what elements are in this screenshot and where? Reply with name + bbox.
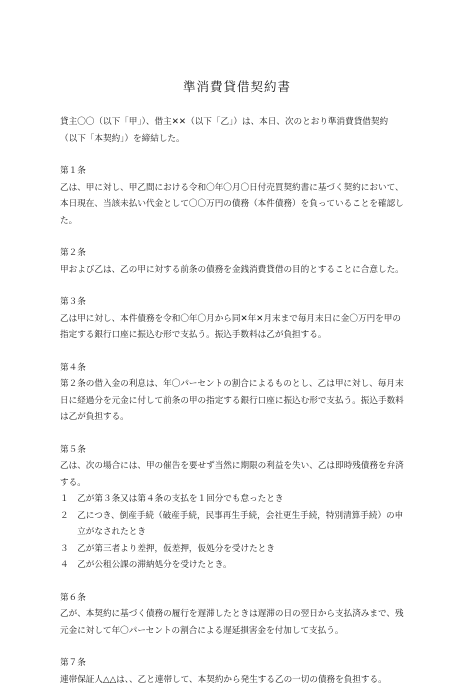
article-line: 元金に対して年〇パーセントの割合による遅延損害金を付加して支払う。: [60, 623, 416, 640]
article-line: 第２条の借入金の利息は、年〇パーセントの割合によるものとし、乙は甲に対し、毎月末: [60, 376, 416, 393]
article-1: [60, 163, 416, 229]
article-heading: 第７条: [60, 655, 416, 672]
article-line: 日に経過分を元金に付して前条の甲の指定する銀行口座に振込む形で支払う。振込手数料: [60, 393, 416, 410]
intro-paragraph: [60, 114, 416, 147]
article-line: 連帯保証人△△は、、乙と連帯して、本契約から発生する乙の一切の債務を負担する。: [60, 672, 416, 688]
article-line: た。: [60, 213, 416, 230]
article-2: [60, 245, 416, 278]
intro-line: （以下「本契約」）を締結した。: [60, 131, 416, 148]
article-heading: 第１条: [60, 163, 416, 180]
article-line: 甲および乙は、乙の甲に対する前条の債務を金銭消費貸借の目的とすることに合意した。: [60, 262, 416, 279]
article-list-item: ２ 乙につき、倒産手続（破産手続，民事再生手続，会社更生手続，特別清算手続）の申: [60, 508, 416, 525]
article-heading: 第４条: [60, 360, 416, 377]
intro-line: 貸主〇〇（以下「甲」）、借主✕✕（以下「乙」）は、本日、次のとおり準消費貸借契約: [60, 114, 416, 131]
article-line: する。: [60, 475, 416, 492]
document-body: [60, 114, 416, 688]
article-heading: 第５条: [60, 442, 416, 459]
article-6: [60, 590, 416, 640]
article-4: [60, 360, 416, 426]
article-line: 本日現在、当該未払い代金として〇〇万円の債務（本件債務）を負っていることを確認し: [60, 196, 416, 213]
article-line: 乙は甲に対し、本件債務を令和〇年〇月から同✕年✕月末まで毎月末日に金〇万円を甲の: [60, 311, 416, 328]
article-heading: 第３条: [60, 294, 416, 311]
article-list-item: ３ 乙が第三者より差押，仮差押，仮処分を受けたとき: [60, 541, 416, 558]
article-line: 乙は、甲に対し、甲乙間における令和〇年〇月〇日付売買契約書に基づく契約において、: [60, 180, 416, 197]
article-line: 乙が、本契約に基づく債務の履行を遅滞したときは遅滞の日の翌日から支払済みまで、残: [60, 606, 416, 623]
article-list-item: ４ 乙が公租公課の滞納処分を受けたとき。: [60, 557, 416, 574]
article-heading: 第２条: [60, 245, 416, 262]
article-heading: 第６条: [60, 590, 416, 607]
article-line: 乙は、次の場合には、甲の催告を要せず当然に期限の利益を失い、乙は即時残債務を弁済: [60, 458, 416, 475]
article-line: 指定する銀行口座に振込む形で支払う。振込手数料は乙が負担する。: [60, 327, 416, 344]
article-3: [60, 294, 416, 344]
article-7: [60, 655, 416, 688]
article-list-item: 立がなされたとき: [60, 524, 416, 541]
article-line: は乙が負担する。: [60, 409, 416, 426]
article-5: [60, 442, 416, 574]
document-title: 準消費貸借契約書: [0, 79, 474, 95]
article-list-item: １ 乙が第３条又は第４条の支払を１回分でも怠ったとき: [60, 491, 416, 508]
